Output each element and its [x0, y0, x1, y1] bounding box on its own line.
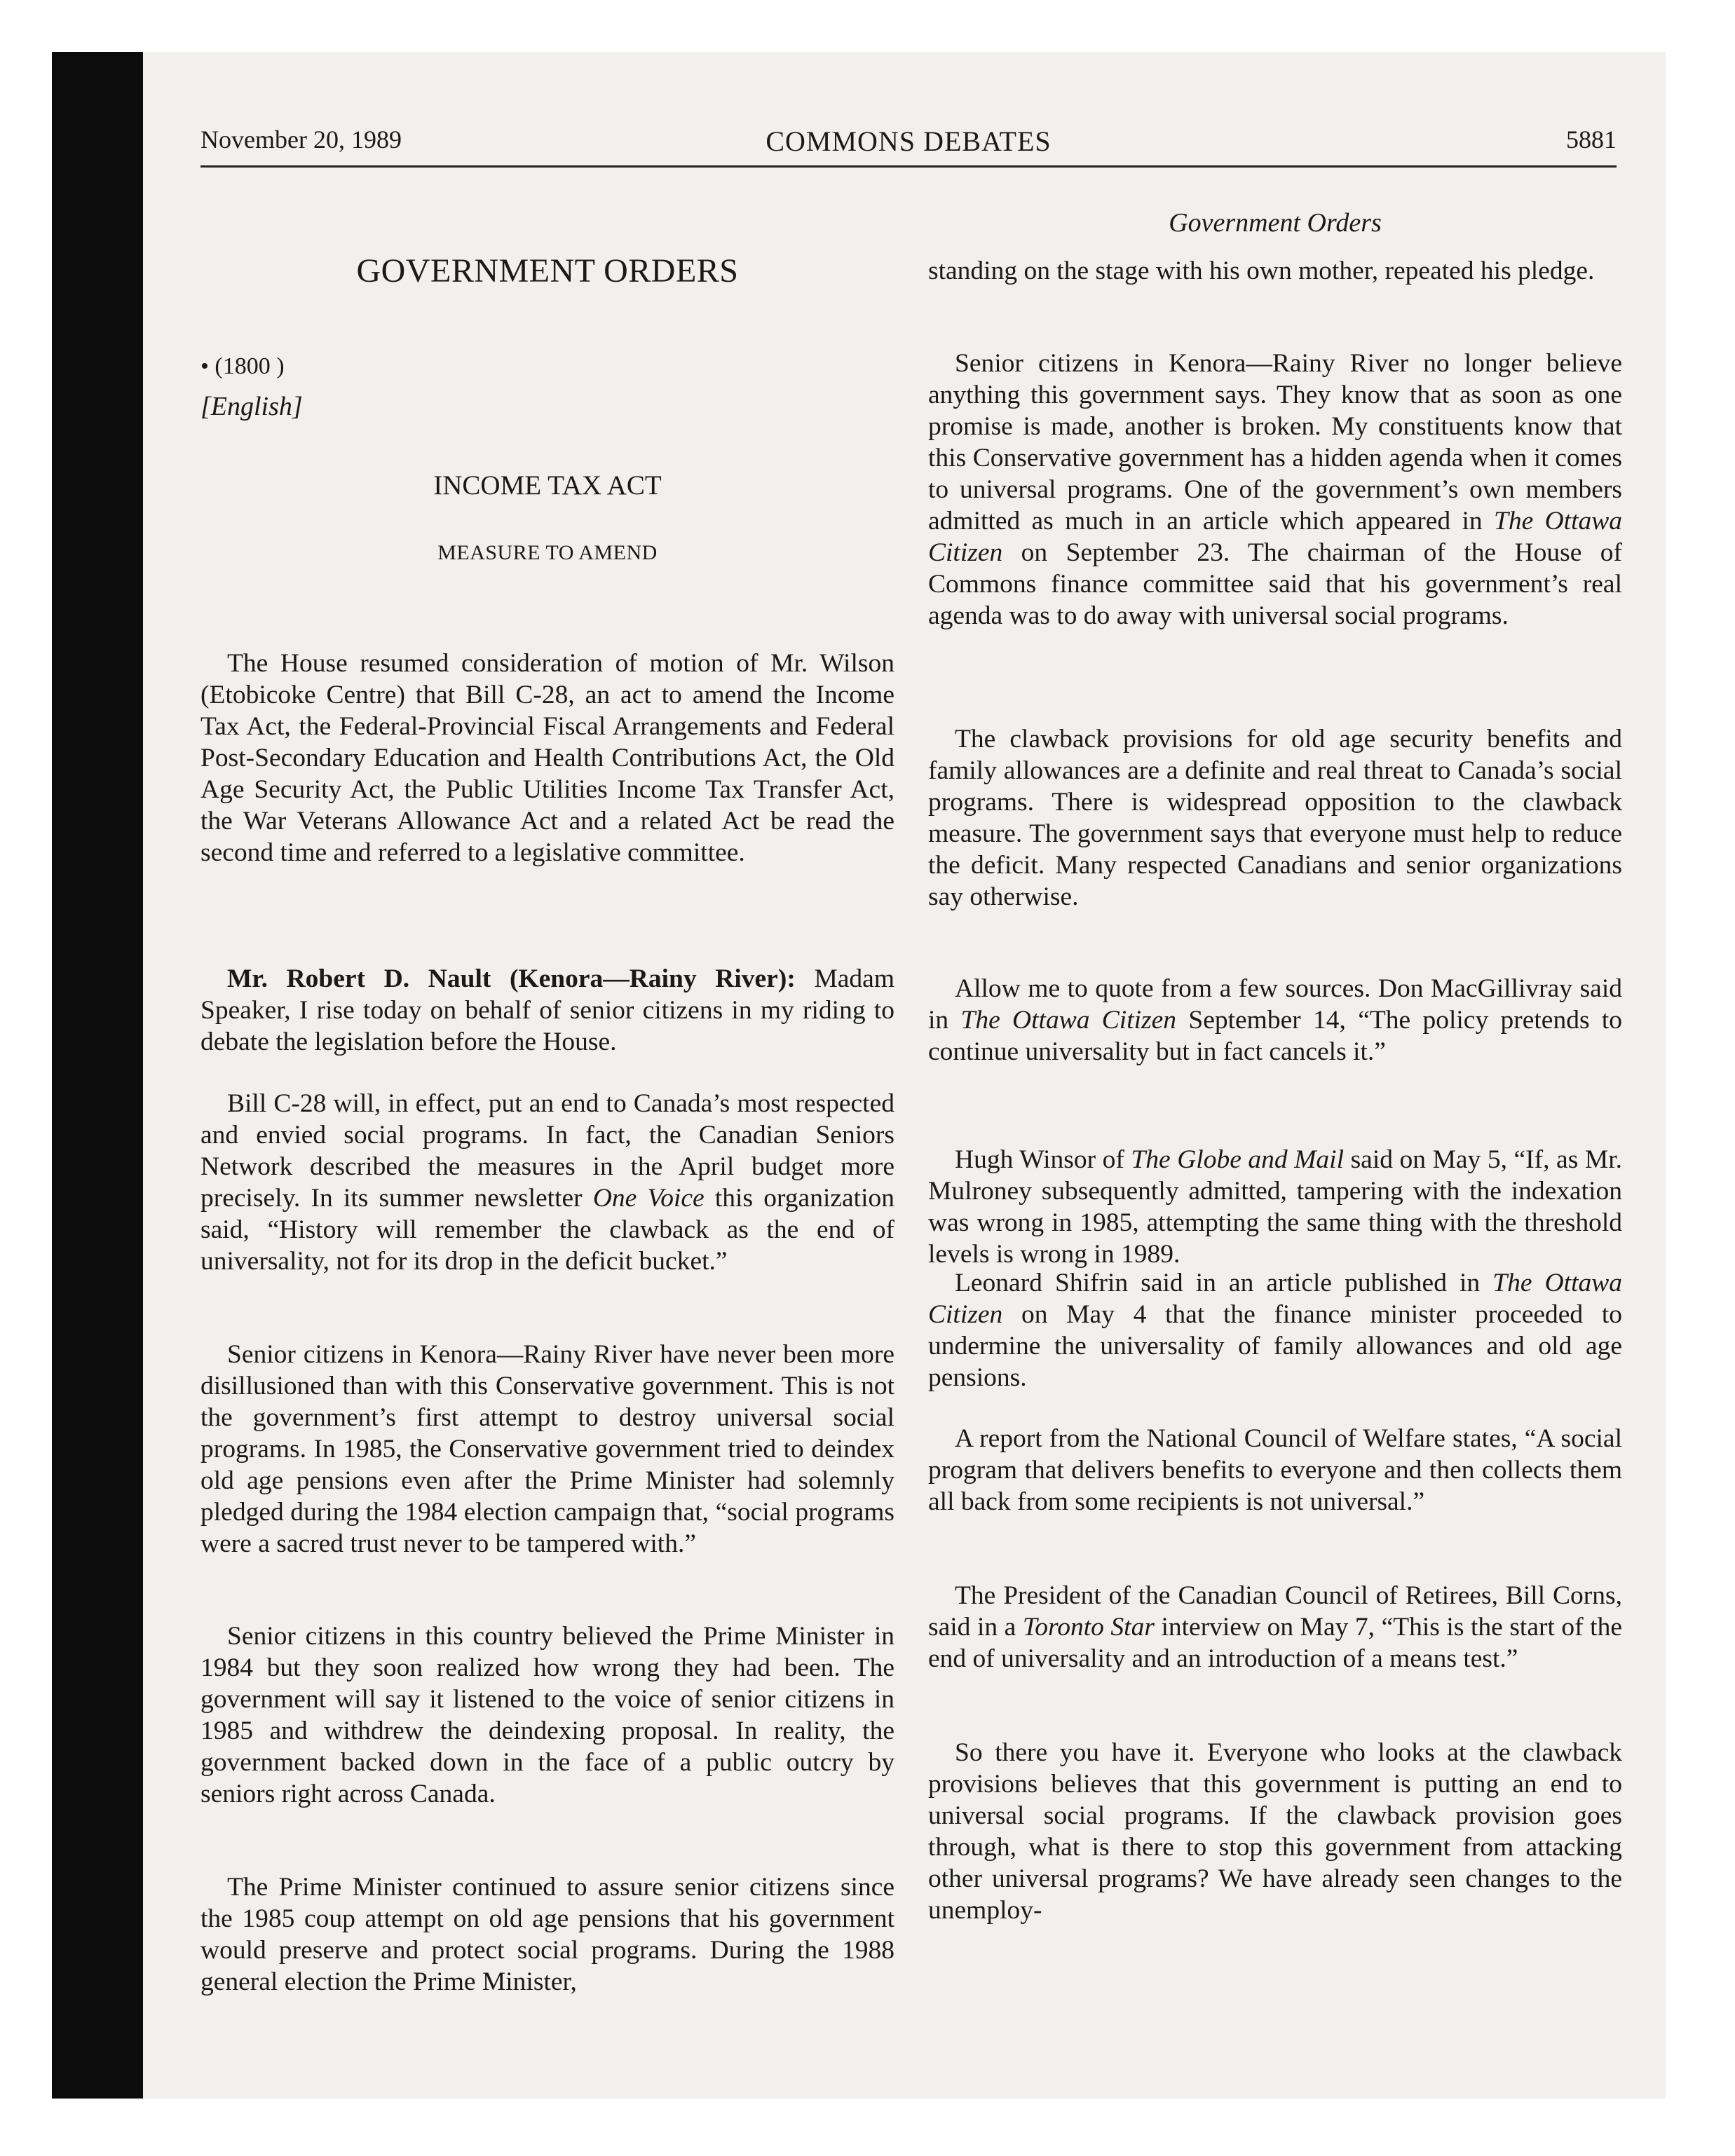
text-run: Hugh Winsor of — [955, 1145, 1131, 1174]
section-title: GOVERNMENT ORDERS — [356, 252, 739, 289]
paragraph — [928, 348, 1622, 632]
paragraph — [928, 1144, 1622, 1270]
publication-title: One Voice — [592, 1184, 705, 1213]
paragraph — [200, 963, 894, 1058]
paragraph-text: standing on the stage with his own mother, repeated his pledge. — [928, 257, 1595, 285]
paragraph-text — [928, 973, 1622, 1067]
paragraph-text: The clawback provisions for old age security benefits and family allowances are a definite and real threat to Canada’s social programs. There is widespread opposition to the clawback measure. The government says that everyone must help to reduce the deficit. Many respected Canadians and senior organizations say otherwise. — [928, 725, 1622, 911]
paragraph — [928, 1580, 1622, 1674]
paragraph-text: The House resumed consideration of motion of Mr. Wilson (Etobicoke Centre) that Bill C-28, an act to amend the Income Tax Act, the Federal-Provincial Fiscal Arrangements and Federal Post-Secondary Education and Health Contributions Act, the Old Age Security Act, the Public Utilities Income Tax Transfer Act, the War Veterans Allowance Act and a related Act be read the second time and referred to a legislative committee. — [200, 649, 894, 867]
publication-title: The Ottawa Citizen — [928, 507, 1622, 567]
paragraph-text — [200, 963, 894, 1058]
text-run: The President of the Canadian Council of Retirees, Bill Corns, said in a — [928, 1581, 1622, 1642]
running-header — [200, 125, 1617, 167]
language-marker: [English] — [200, 392, 303, 421]
text-run: on September 23. The chairman of the House of Commons finance committee said that his government’s real agenda was to do away with universal social programs. — [928, 538, 1622, 630]
text-run: this organization said, “History will remember the clawback as the end of universality, not for its drop in the deficit bucket.” — [200, 1184, 894, 1276]
paragraph-text — [200, 1088, 894, 1277]
speech-text: Madam Speaker, I rise today on behalf of senior citizens in my riding to debate the legislation before the House. — [200, 964, 894, 1056]
paragraph-text — [928, 1144, 1622, 1270]
paragraph — [928, 973, 1622, 1067]
publication-title: The Ottawa Citizen — [928, 1269, 1622, 1329]
header-rule — [200, 165, 1617, 168]
text-run: said on May 5, “If, as Mr. Mulroney subsequently admitted, tampering with the indexation was wrong in 1985, attempting the same thing with the threshold levels is wrong in 1989. — [928, 1145, 1622, 1269]
paragraph-text: The Prime Minister continued to assure senior citizens since the 1985 coup attempt on old age pensions that his government would preserve and protect social programs. During the 1988 general election the Prime Minister, — [200, 1873, 894, 1996]
paragraph — [200, 1088, 894, 1277]
publication-title: The Globe and Mail — [1131, 1145, 1345, 1174]
text-run: on May 4 that the finance minister proceeded to undermine the universality of family allowances and old age pensions. — [928, 1300, 1622, 1392]
scanned-page — [52, 52, 1666, 2099]
text-run: Leonard Shifrin said in an article published in — [955, 1269, 1493, 1297]
paragraph — [928, 255, 1622, 287]
time-marker: • (1800 ) — [200, 353, 285, 379]
column-heading: Government Orders — [1169, 208, 1382, 238]
text-run: Allow me to quote from a few sources. Don MacGillivray said in — [928, 974, 1622, 1035]
header-date: November 20, 1989 — [200, 125, 402, 153]
text-run: Senior citizens in Kenora—Rainy River no longer believe anything this government says. They know that as soon as one promise is made, another is broken. My constituents know that this Conservative government has a hidden agenda when it comes to universal programs. One of the government’s own members admitted as much in an article which appeared in — [928, 349, 1622, 535]
paragraph-text: So there you have it. Everyone who looks at the clawback provisions believes that this government is putting an end to universal social programs. If the clawback provision goes through, what is there to stop this government from attacking other universal programs? We have already seen changes to the unemploy- — [928, 1738, 1622, 1925]
bill-title: INCOME TAX ACT — [433, 470, 662, 500]
paragraph-text — [928, 1580, 1622, 1674]
paragraph — [200, 1621, 894, 1810]
text-run: September 14, “The policy pretends to continue universality but in fact cancels it.” — [928, 1006, 1623, 1066]
paragraph — [200, 1871, 894, 1998]
header-journal-title: COMMONS DEBATES — [766, 125, 1052, 157]
paragraph — [928, 1423, 1622, 1517]
paragraph — [928, 1267, 1622, 1393]
page-body — [200, 52, 1623, 2099]
binding-shadow — [52, 52, 143, 2099]
paragraph-text: Senior citizens in this country believed the Prime Minister in 1984 but they soon realized how wrong they had been. The government will say it listened to the voice of senior citizens in 1985 and withdrew the deindexing proposal. In reality, the government backed down in the face of a public outcry by seniors right across Canada. — [200, 1622, 894, 1808]
header-page-number: 5881 — [1566, 125, 1617, 153]
paragraph — [200, 648, 894, 868]
paragraph — [928, 1737, 1622, 1926]
speaker-name: Mr. Robert D. Nault (Kenora—Rainy River): — [227, 964, 796, 993]
publication-title: The Ottawa Citizen — [960, 1006, 1177, 1035]
paragraph — [200, 1339, 894, 1560]
bill-subtitle: MEASURE TO AMEND — [437, 541, 658, 564]
paragraph-text: A report from the National Council of Welfare states, “A social program that delivers benefits to everyone and then collects them all back from some recipients is not universal.” — [928, 1424, 1622, 1516]
text-run: interview on May 7, “This is the start of the end of universality and an introduction of a means test.” — [928, 1613, 1622, 1673]
paragraph-text — [928, 1267, 1622, 1393]
publication-title: Toronto Star — [1022, 1613, 1155, 1642]
text-run: Bill C-28 will, in effect, put an end to Canada’s most respected and envied social programs. In fact, the Canadian Seniors Network described the measures in the April budget more precisely. In its summer newsletter — [200, 1089, 894, 1213]
paragraph — [928, 723, 1622, 913]
paragraph-text — [928, 348, 1622, 632]
paragraph-text: Senior citizens in Kenora—Rainy River have never been more disillusioned than with this Conservative government. This is not the government’s first attempt to destroy universal social programs. In 1985, the Conservative government tried to deindex old age pensions even after the Prime Minister had solemnly pledged during the 1984 election campaign that, “social programs were a sacred trust never to be tampered with.” — [200, 1340, 894, 1558]
